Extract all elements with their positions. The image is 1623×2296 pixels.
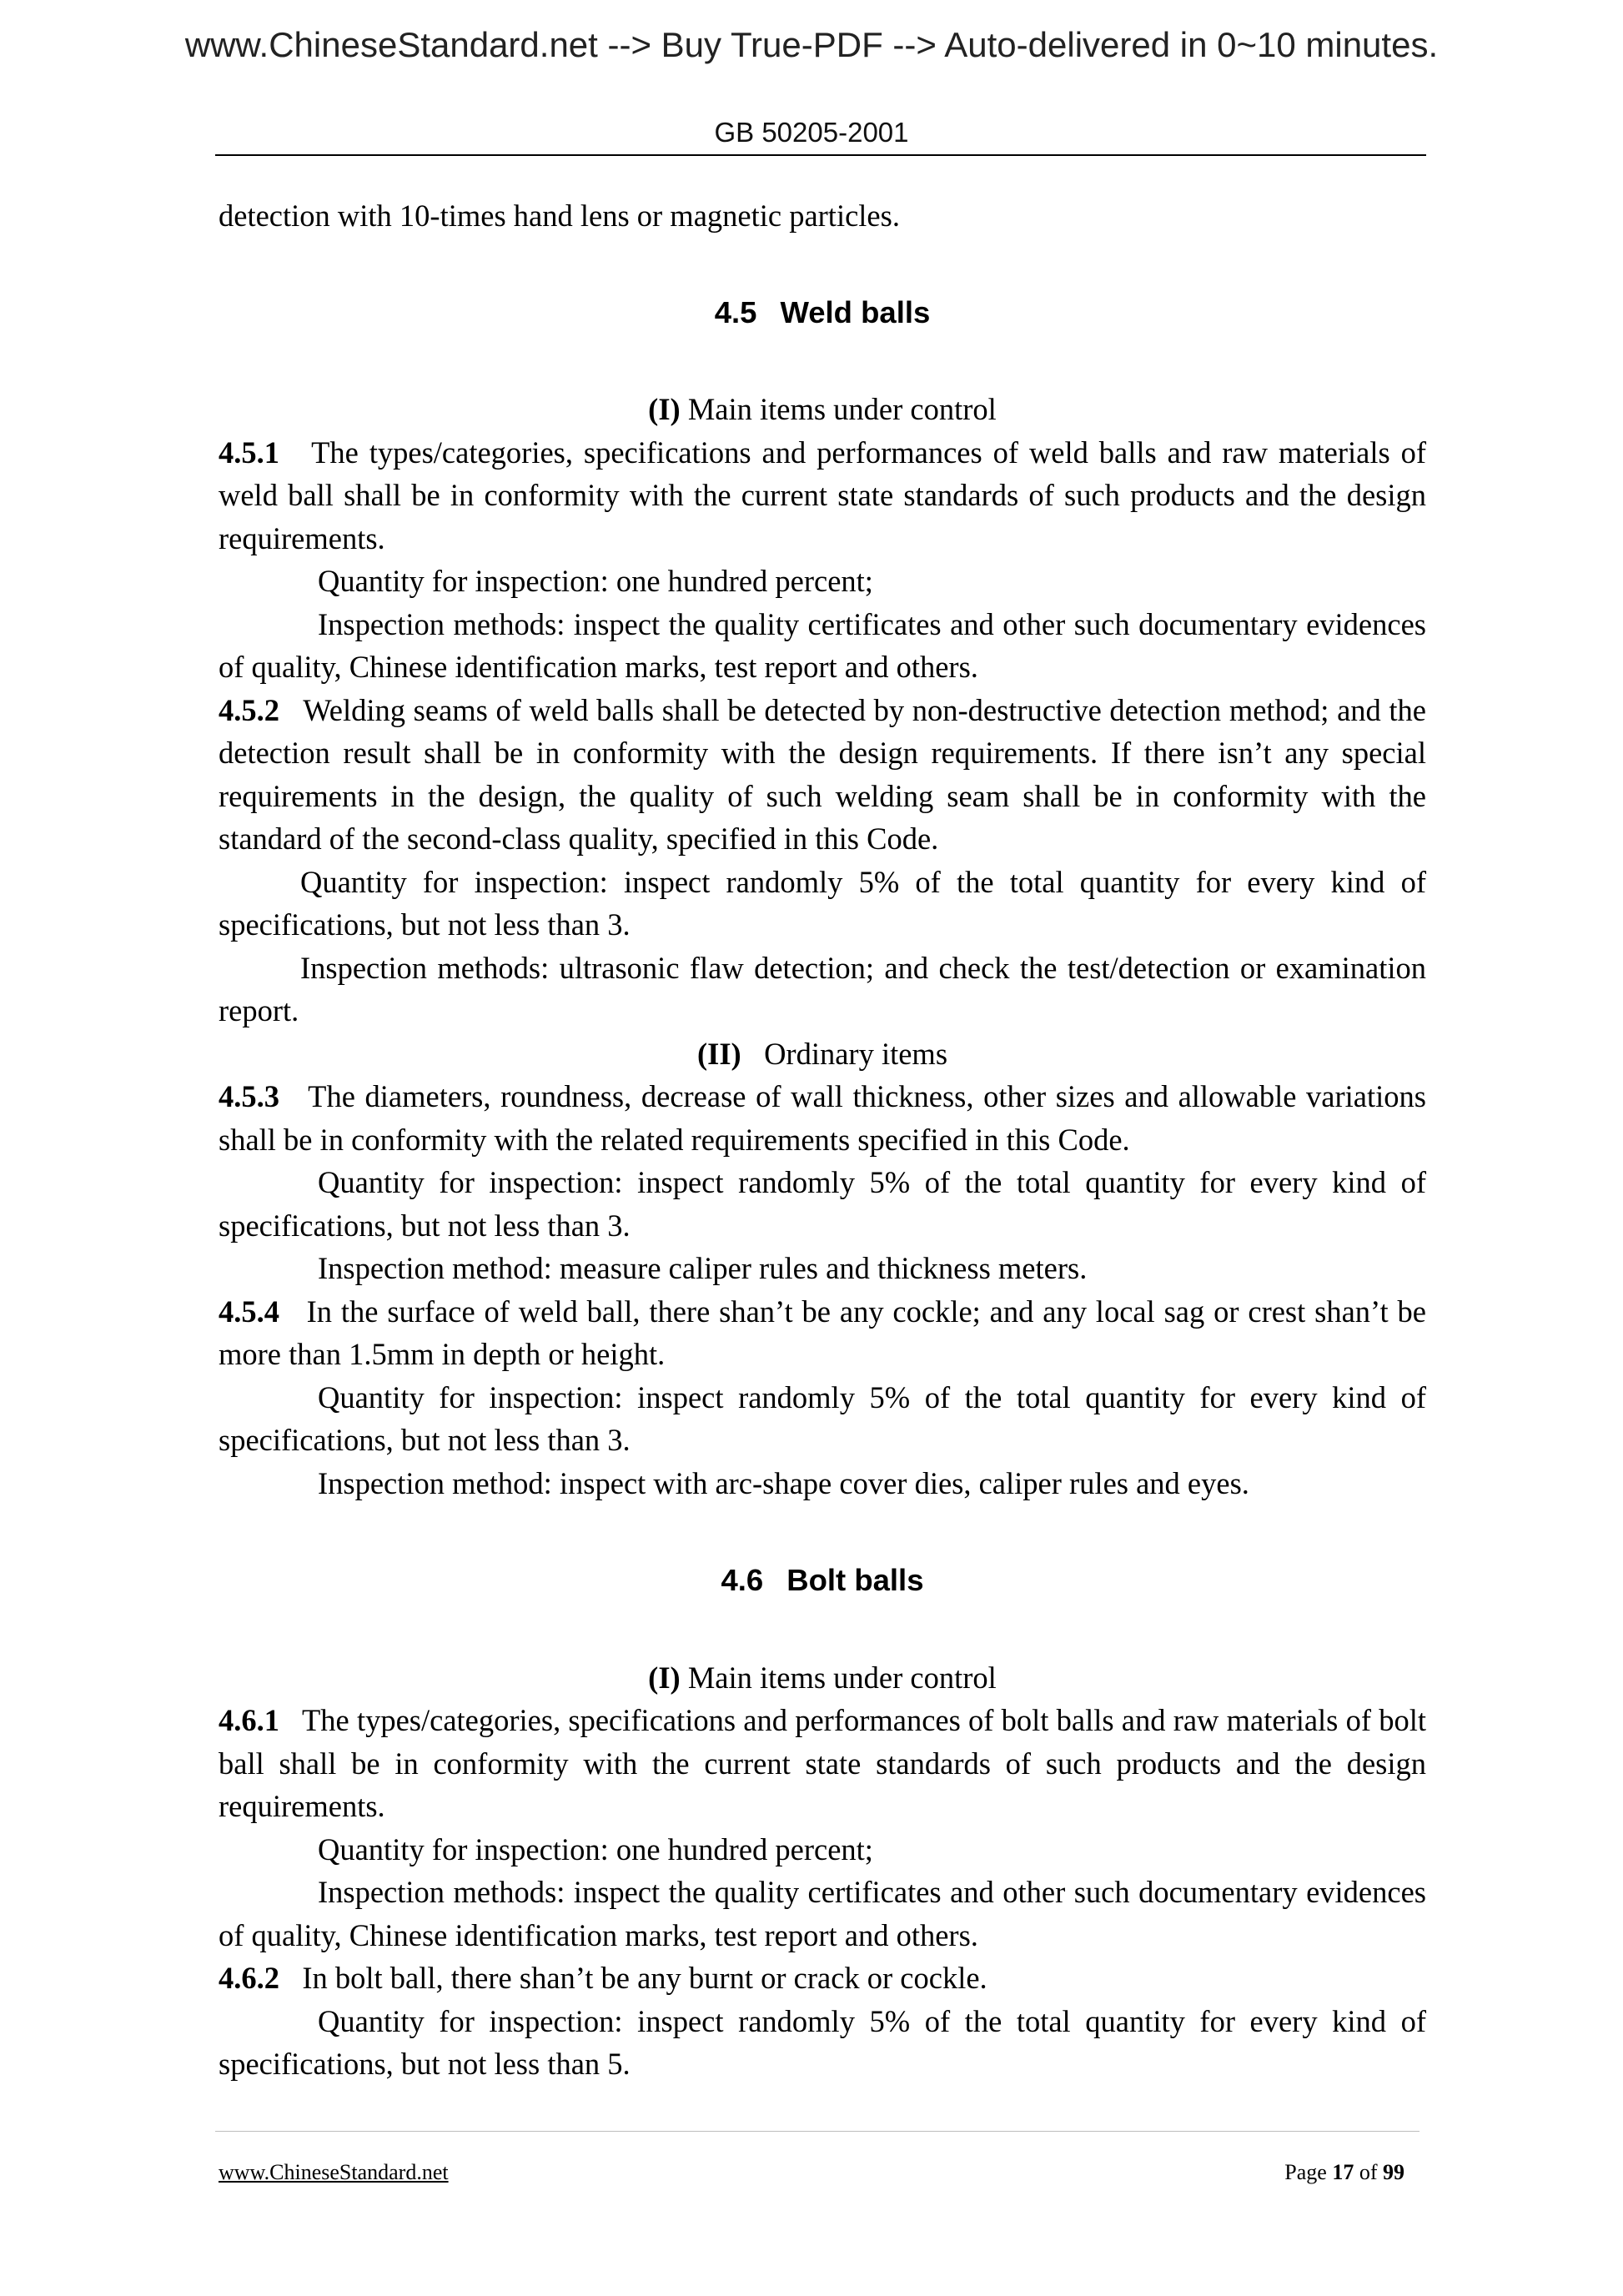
spacer [219, 1602, 1426, 1656]
header-banner[interactable]: www.ChineseStandard.net --> Buy True-PDF --> Auto-delivered in 0~10 minutes. [184, 25, 1439, 64]
inspection-method: Inspection methods: inspect the quality certificates and other such documentary evidences of quality, Chinese identification marks, test report and others. [219, 606, 1426, 684]
subheading-main-items [219, 388, 1426, 431]
subheading-label: Ordinary items [764, 1036, 948, 1071]
subheading-label: Main items under control [687, 392, 997, 426]
page-current: 17 [1332, 2160, 1354, 2184]
subheading-main-items [219, 1656, 1426, 1700]
clause-text: Welding seams of weld balls shall be detected by non-destructive detection method; and the detection result shall be in conformity with the design requirements. If there isn’t any special requirements in the design, the quality of such welding seam shall be in conformity with the standard of the second-class quality, specified in this Code. [219, 692, 1427, 856]
section-heading-4-6 [219, 1559, 1426, 1602]
clause-number: 4.5.1 [219, 435, 279, 470]
footer-site-link[interactable]: www.ChineseStandard.net [219, 2160, 449, 2184]
roman-numeral: (I) [648, 1660, 681, 1695]
page-total: 99 [1383, 2160, 1404, 2184]
section-title: Bolt balls [786, 1563, 924, 1597]
roman-numeral: (II) [696, 1036, 741, 1071]
page-indicator [1284, 2160, 1404, 2185]
section-number: 4.6 [721, 1563, 764, 1597]
inspection-method: Inspection methods: ultrasonic flaw detection; and check the test/detection or examination report. [219, 950, 1426, 1027]
standard-number: GB 50205-2001 [714, 117, 909, 148]
footer-divider [215, 2131, 1419, 2132]
clause-number: 4.5.2 [219, 692, 279, 727]
page-label: Page [1284, 2160, 1327, 2184]
clause-4-5-2 [219, 689, 1426, 861]
section-title: Weld balls [780, 294, 931, 329]
page-content [219, 194, 1426, 2086]
clause-text: In bolt ball, there shan’t be any burnt or crack or cockle. [302, 1961, 987, 1995]
inspection-method: Inspection method: inspect with arc-shape cover dies, caliper rules and eyes. [318, 1465, 1249, 1500]
clause-number: 4.6.1 [219, 1703, 279, 1737]
spacer [219, 238, 1426, 291]
inspection-method: Inspection methods: inspect the quality certificates and other such documentary evidences of quality, Chinese identification marks, test report and others. [219, 1875, 1426, 1952]
intro-paragraph: detection with 10-times hand lens or magnetic particles. [219, 198, 900, 233]
clause-number: 4.6.2 [219, 1961, 279, 1995]
clause-text: The diameters, roundness, decrease of wall thickness, other sizes and allowable variations shall be in conformity with the related requirements specified in this Code. [219, 1079, 1426, 1157]
inspection-quantity: Quantity for inspection: inspect randomly 5% of the total quantity for every kind of specifications, but not less than 3. [219, 1165, 1426, 1243]
clause-text: The types/categories, specifications and performances of bolt balls and raw materials of bolt ball shall be in conformity with the current state standards of such products and the design requirements. [219, 1703, 1426, 1823]
inspection-method: Inspection method: measure caliper rules and thickness meters. [318, 1251, 1088, 1285]
inspection-quantity: Quantity for inspection: inspect randomly 5% of the total quantity for every kind of specifications, but not less than 5. [219, 2003, 1426, 2081]
clause-4-6-1 [219, 1699, 1426, 1828]
subheading-ordinary-items [219, 1032, 1426, 1076]
clause-4-5-4 [219, 1290, 1426, 1376]
clause-number: 4.5.3 [219, 1079, 279, 1113]
clause-4-5-3 [219, 1075, 1426, 1161]
spacer [219, 334, 1426, 388]
clause-number: 4.5.4 [219, 1294, 279, 1329]
clause-4-6-2 [219, 1957, 1426, 2000]
header-divider [215, 154, 1426, 156]
subheading-label: Main items under control [687, 1660, 997, 1695]
clause-text: In the surface of weld ball, there shan’t be any cockle; and any local sag or crest shan’t be more than 1.5mm in depth or height. [219, 1294, 1426, 1371]
inspection-quantity: Quantity for inspection: one hundred percent; [318, 1831, 873, 1866]
section-number: 4.5 [714, 294, 757, 329]
section-heading-4-5 [219, 291, 1426, 334]
spacer [219, 1505, 1426, 1559]
inspection-quantity: Quantity for inspection: inspect randomly 5% of the total quantity for every kind of specifications, but not less than 3. [219, 864, 1426, 942]
roman-numeral: (I) [648, 392, 681, 426]
inspection-quantity: Quantity for inspection: inspect randomly 5% of the total quantity for every kind of specifications, but not less than 3. [219, 1379, 1426, 1457]
clause-text: The types/categories, specifications and performances of weld balls and raw materials of weld ball shall be in conformity with the current state standards of such products and the design requirements. [219, 435, 1426, 555]
clause-4-5-1 [219, 431, 1426, 560]
page-of: of [1359, 2160, 1378, 2184]
inspection-quantity: Quantity for inspection: one hundred percent; [318, 564, 873, 598]
